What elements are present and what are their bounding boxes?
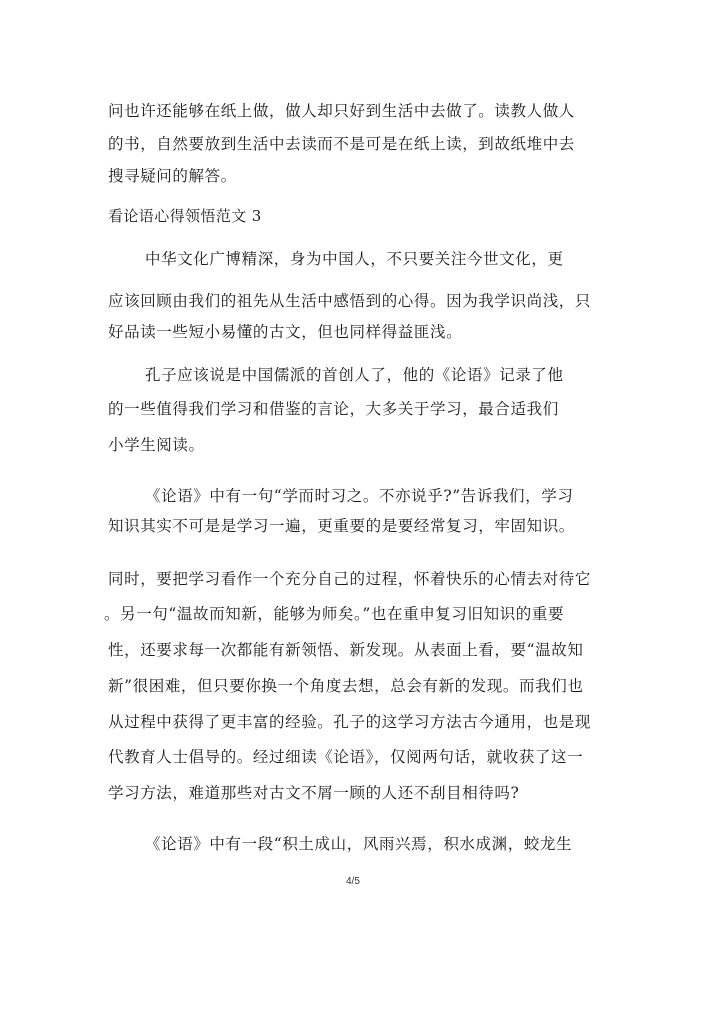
text-line: 中华文化广博精深，身为中国人，不只要关注今世文化，更 (145, 250, 564, 268)
text-line: 。另一句“温故而知新，能够为师矣。”也在重申复习旧知识的重要 (104, 605, 565, 623)
text-line: 好品读一些短小易懂的古文，但也同样得益匪浅。 (108, 323, 463, 341)
text-line: 小学生阅读。 (108, 436, 205, 454)
text-line: 的一些值得我们学习和借鉴的言论，大多关于学习，最合适我们 (108, 400, 559, 418)
text-line: 从过程中获得了更丰富的经验。孔子的这学习方法古今通用，也是现 (108, 713, 592, 731)
text-line: 知识其实不可是是学习一遍，更重要的是要经常复习，牢固知识。 (108, 517, 575, 535)
text-line: 代教育人士倡导的。经过细读《论语》，仅阅两句话，就收获了这一 (108, 748, 584, 766)
text-line: 的书，自然要放到生活中去读而不是可是在纸上读，到故纸堆中去 (108, 135, 575, 153)
page-number: 4/5 (346, 876, 360, 887)
text-line: 孔子应该说是中国儒派的首创人了，他的《论语》记录了他 (145, 366, 564, 384)
text-line: 搜寻疑问的解答。 (108, 167, 237, 185)
text-line: 学习方法，难道那些对古文不屑一顾的人还不刮目相待吗? (108, 784, 520, 802)
text-line: 问也许还能够在纸上做，做人却只好到生活中去做了。读教人做人 (108, 102, 575, 120)
text-line: 同时，要把学习看作一个充分自己的过程，怀着快乐的心情去对待它 (108, 570, 592, 588)
section-heading: 看论语心得领悟范文 3 (108, 207, 262, 225)
text-line: 新”很困难，但只要你换一个角度去想，总会有新的发现。而我们也 (108, 677, 584, 695)
text-line: 应该回顾由我们的祖先从生活中感悟到的心得。因为我学识尚浅，只 (108, 292, 592, 310)
text-line: 《论语》中有一句“学而时习之。不亦说乎?”告诉我们，学习 (145, 487, 574, 505)
text-line: 《论语》中有一段“积土成山，风雨兴焉，积水成渊，蛟龙生 (145, 835, 573, 853)
text-line: 性，还要求每一次都能有新领悟、新发现。从表面上看，要“温故知 (108, 641, 584, 659)
